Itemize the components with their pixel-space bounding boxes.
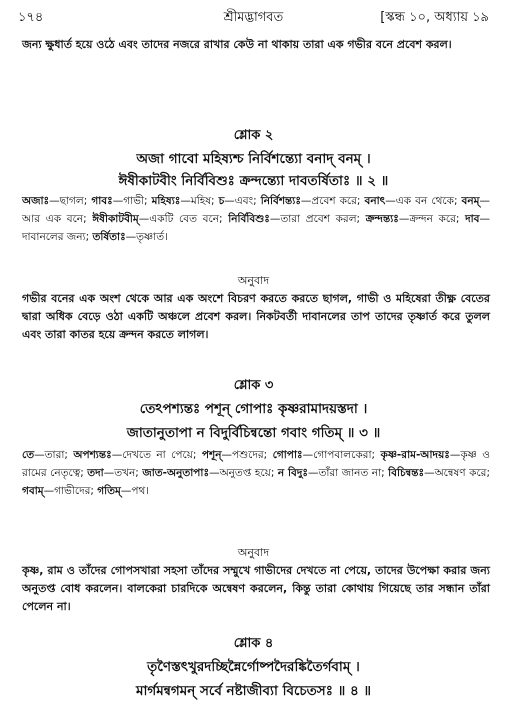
synonym-word: চ [218,195,225,207]
synonym-meaning: একটি বেত বনে; [149,213,229,225]
synonym-word: অজাঃ [22,195,50,207]
synonym-meaning: এক বন থেকে; [395,195,462,207]
sloka-2-synonyms: অজাঃ—ছাগল; গাবঃ—গাভী; মহিষ্যঃ—মহিষ; চ—এবং; নির্বিশন্ত্যঃ—প্রবেশ করে; বনাৎ—এক বন থেকে; বনম্—আর এক বনে; ঈষীকাটবীম্—একটি বেত বনে; নির্বিবিশুঃ—তারা প্রবেশ করল; ক্রন্দন্ত্যঃ—ক্রন্দন করে; দাব—দাবানলের জন্য; তর্ষিতাঃ—তৃষ্ণার্ত। [22,195,490,243]
synonym-meaning: গাভী; [123,195,152,207]
synonym-word: মহিষ্যঃ [151,195,181,207]
book-title: শ্রীমদ্ভাগবত [223,10,284,25]
synonym-word: দাব [465,213,480,225]
synonym-meaning: তৃষ্ণার্ত। [136,231,168,243]
synonym-word: তদা [87,467,104,479]
synonym-meaning: আর এক বনে; [22,213,93,225]
synonym-meaning: গোপবালকেরা; [313,449,381,461]
sloka-3-synonyms: তে—তারা; অপশ্যন্তঃ—দেখতে না পেয়ে; পশূন্—পশুদের; গোপাঃ—গোপবালকেরা; কৃষ্ণ-রাম-আদয়ঃ—কৃষ্ণ ও রামের নেতৃত্বে; তদা—তখন; জাত-অনুতাপাঃ—অনুতপ্ত হয়ে; ন বিদুঃ—তাঁরা জানত না; বিচিন্বন্তঃ—অন্বেষণ করে; গবাম্—গাভীদের; গতিম্—পথ। [22,449,490,497]
synonym-meaning: পথ। [131,485,150,497]
synonym-meaning: মহিষ; [190,195,219,207]
synonym-word: কৃষ্ণ-রাম-আদয়ঃ [380,449,450,461]
synonym-meaning: তারা প্রবেশ করল; [280,213,366,225]
synonym-word: গবাম্ [22,485,44,497]
synonym-word: ক্রন্দন্ত্যঃ [365,213,399,225]
synonym-meaning: প্রবেশ করে; [311,195,365,207]
synonym-meaning: তারা; [44,449,74,461]
sloka-3-heading: শ্লোক ৩ [233,378,274,393]
section-reference: [স্কন্ধ ১০, অধ্যায় ১৯ [380,10,489,25]
synonym-meaning: এবং; [234,195,261,207]
synonym-word: বনম্ [461,195,480,207]
synonym-word: তে [22,449,35,461]
synonym-word: নির্বিশন্ত্যঃ [260,195,301,207]
sloka-2-translation: গভীর বনের এক অংশ থেকে আর এক অংশে বিচরণ করতে করতে ছাগল, গাভী ও মহিষেরা তীক্ষ্ণ বেতের দ্বারা অধিক বেড়ে ওঠা একটি অঞ্চলে প্রবেশ করল। নিকটবর্তী দাবানলের তাপ তাদের তৃষ্ণার্ত করে তুলল এবং তারা কাতর হয়ে ক্রন্দন করতে লাগল। [22,292,490,341]
synonym-meaning: ছাগল; [59,195,92,207]
synonym-word: নির্বিবিশুঃ [228,213,270,225]
sloka-4-line-1: তৃণৈস্তৎখুরদচ্ছিন্নৈর্গোষ্পদৈরঙ্কিতৈর্গবাম্ । [147,659,360,675]
sloka-3-line-2: জাতানুতাপা ন বিদুর্বিচিন্বন্তো গবাং গতিম্ ॥ ৩ ॥ [126,425,381,441]
synonym-word: পশূন্ [201,449,222,461]
synonym-meaning: অন্বেষণ করে; [434,467,490,479]
synonym-word: গাবঃ [91,195,113,207]
synonym-word: বিচিন্বন্তঃ [388,467,425,479]
synonym-meaning: ক্রন্দন করে; [409,213,466,225]
page-header [18,8,489,28]
sloka-2-anuvad-label: অনুবাদ [237,274,270,287]
sloka-2-heading: শ্লোক ২ [233,128,274,143]
sloka-3-translation: কৃষ্ণ, রাম ও তাঁদের গোপসখারা সহসা তাঁদের সম্মুখে গাভীদের দেখতে না পেয়ে, তাদের উপেক্ষা করার জন্য অনুতপ্ত বোধ করলেন। বালকেরা চারদিকে অন্বেষণ করলেন, কিন্তু তারা কোথায় গিয়েছে তার সন্ধান তাঁরা পেলেন না। [22,564,490,613]
synonym-word: জাত-অনুতাপাঃ [142,467,210,479]
sloka-3-anuvad-label: অনুবাদ [237,546,270,559]
sloka-4-heading: শ্লোক ৪ [233,636,274,651]
intro-paragraph: জন্য ক্ষুধার্ত হয়ে ওঠে এবং তাদের নজরে রাখার কেউ না থাকায় তারা এক গভীর বনে প্রবেশ করল। [22,38,452,51]
synonym-word: তর্ষিতাঃ [92,231,126,243]
synonym-word: ন বিদুঃ [277,467,308,479]
page-number: ১৭৪ [18,10,44,25]
sloka-3-line-1: তেঽপশ্যন্তঃ পশূন্ গোপাঃ কৃষ্ণরামাদয়স্তদা । [139,401,368,417]
synonym-word: গোপাঃ [272,449,303,461]
synonym-meaning: অনুতপ্ত হয়ে; [219,467,278,479]
sloka-2-line-1: অজা গাবো মহিষ্যশ্চ নির্বিশন্ত্যো বনাদ্ বনম্ । [136,151,371,167]
sloka-2-line-2: ঈষীকাটবীং নির্বিবিশুঃ ক্রন্দন্ত্যো দাবতর্ষিতাঃ ॥ ২ ॥ [118,173,389,189]
synonym-meaning: দাবানলের জন্য; [22,231,93,243]
synonym-word: ঈষীকাটবীম্ [92,213,139,225]
synonym-meaning: গাভীদের; [54,485,98,497]
sloka-4-line-2: মার্গমন্বগমন্ সর্বে নষ্টাজীব্যা বিচেতসঃ ॥ ৪ ॥ [135,683,372,699]
synonym-word: অপশ্যন্তঃ [73,449,112,461]
synonym-meaning: তাঁরা জানত না; [318,467,389,479]
synonym-meaning: দেখতে না পেয়ে; [122,449,202,461]
synonym-word: গতিম্ [97,485,121,497]
synonym-meaning: কৃষ্ণ ও রামের নেতৃত্বে; [22,449,490,479]
synonym-meaning: তখন; [114,467,143,479]
synonym-word: বনাৎ [364,195,386,207]
synonym-meaning: পশুদের; [231,449,273,461]
